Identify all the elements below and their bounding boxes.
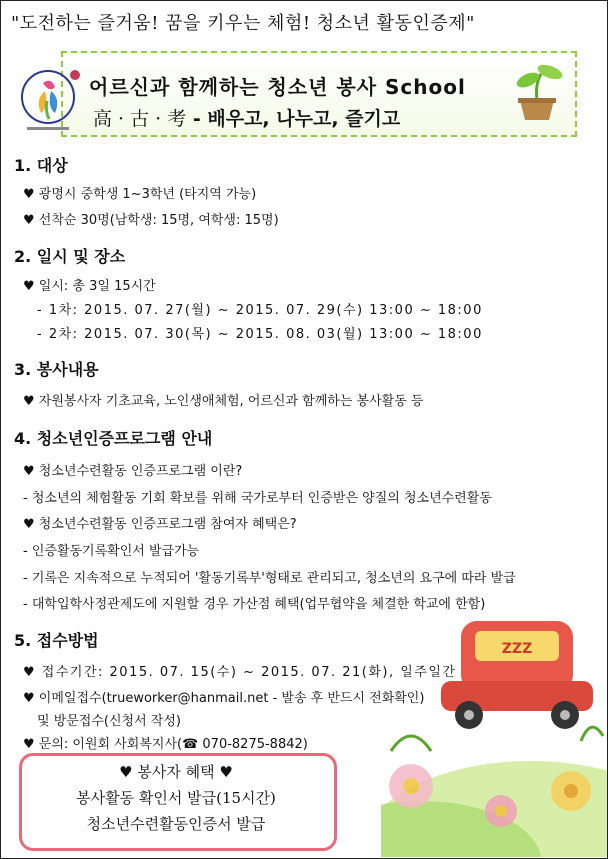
list-item: - 인증활동기록확인서 발급가능 — [23, 544, 200, 559]
certification-logo — [15, 61, 81, 141]
subtitle-hanja: 高 · 古 · 考 — [93, 108, 187, 130]
benefit-line-2: 청소년수련활동인증서 발급 — [86, 815, 266, 833]
flower-car-illustration — [381, 561, 607, 857]
list-item: ♥ 청소년수련활동 인증프로그램 참여자 혜택은? — [23, 517, 297, 532]
subtitle-dash: - — [186, 108, 208, 130]
benefit-title: ♥ 봉사자 혜택 ♥ — [119, 763, 233, 781]
list-item: ♥ 선착순 30명(남학생: 15명, 여학생: 15명) — [23, 213, 279, 228]
sprout-pot-icon — [506, 56, 568, 126]
list-item: - 1차: 2015. 07. 27(월) ~ 2015. 07. 29(수) 13:00 ~ 18:00 — [37, 303, 483, 318]
section-1-heading: 1. 대상 — [14, 156, 68, 175]
svg-text:ZZZ: ZZZ — [501, 641, 533, 657]
program-title: 어르신과 함께하는 청소년 봉사 School — [89, 75, 466, 99]
subtitle-text: 배우고, 나누고, 즐기고 — [207, 108, 401, 130]
list-item: - 대학입학사정관제도에 지원할 경우 가산점 혜택(업무협약을 체결한 학교에 한함) — [23, 597, 486, 612]
section-5-heading: 5. 접수방법 — [14, 631, 99, 650]
list-item: - 2차: 2015. 07. 30(목) ~ 2015. 08. 03(월) 13:00 ~ 18:00 — [37, 327, 483, 342]
section-3-heading: 3. 봉사내용 — [14, 360, 99, 379]
list-item: 및 방문접수(신청서 작성) — [37, 714, 181, 729]
list-item: ♥ 문의: 이원회 사회복지사(☎ 070-8275-8842) — [23, 737, 308, 752]
list-item: ♥ 이메일접수(trueworker@hanmail.net - 발송 후 반드시 전화확인) — [23, 691, 425, 706]
program-subtitle — [93, 104, 400, 131]
list-item: ♥ 청소년수련활동 인증프로그램 이란? — [23, 464, 243, 479]
list-item: - 청소년의 체험활동 기회 확보를 위해 국가로부터 인증받은 양질의 청소년수련활동 — [23, 491, 492, 506]
list-item: - 기록은 지속적으로 누적되어 '활동기록부'형태로 관리되고, 청소년의 요구에 따라 발급 — [23, 571, 516, 586]
list-item: ♥ 광명시 중학생 1~3학년 (타지역 가능) — [23, 187, 257, 202]
slogan: "도전하는 즐거움! 꿈을 키우는 체험! 청소년 활동인증제" — [11, 13, 475, 34]
list-item: ♥ 접수기간: 2015. 07. 15(수) ~ 2015. 07. 21(화), 일주일간 — [23, 665, 457, 680]
benefit-line-1: 봉사활동 확인서 발급(15시간) — [76, 789, 276, 807]
section-2-heading: 2. 일시 및 장소 — [14, 247, 126, 266]
section-4-heading: 4. 청소년인증프로그램 안내 — [14, 429, 213, 448]
list-item: ♥ 일시: 총 3일 15시간 — [23, 279, 156, 294]
list-item: ♥ 자원봉사자 기초교육, 노인생애체험, 어르신과 함께하는 봉사활동 등 — [23, 394, 424, 409]
